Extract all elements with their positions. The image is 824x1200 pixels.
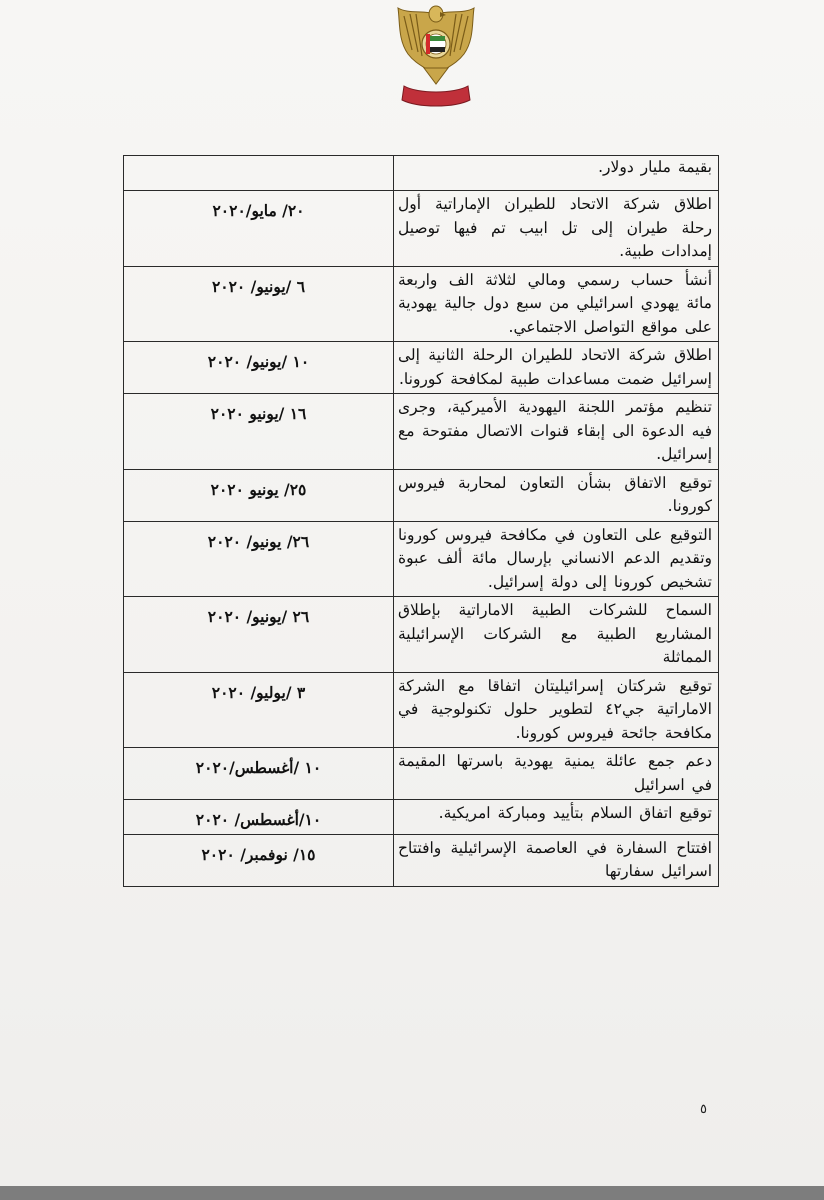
event-date: ٣ /يوليو/ ٢٠٢٠	[124, 672, 394, 748]
event-description: افتتاح السفارة في العاصمة الإسرائيلية وافتتاح اسرائيل سفارتها	[394, 834, 719, 886]
table-row	[124, 342, 719, 394]
event-description: أنشأ حساب رسمي ومالي لثلاثة الف واربعة مائة يهودي اسرائيلي من سبع دول جالية يهودية على مواقع التواصل الاجتماعي.	[394, 266, 719, 342]
page-number: ٥	[700, 1102, 707, 1117]
event-description: تنظيم مؤتمر اللجنة اليهودية الأميركية، وجرى فيه الدعوة الى إبقاء قنوات الاتصال مفتوحة مع إسرائيل.	[394, 394, 719, 470]
event-description: السماح للشركات الطبية الاماراتية بإطلاق المشاريع الطبية مع الشركات الإسرائيلية المماثلة	[394, 597, 719, 673]
table-row	[124, 394, 719, 470]
event-date: ٢٠/ مايو/٢٠٢٠	[124, 191, 394, 267]
event-date	[124, 156, 394, 191]
table-row	[124, 521, 719, 597]
event-date: ١٦ /يونيو ٢٠٢٠	[124, 394, 394, 470]
table-row	[124, 597, 719, 673]
table-row	[124, 800, 719, 835]
event-date: ١٠ /يونيو/ ٢٠٢٠	[124, 342, 394, 394]
event-description: توقيع الاتفاق بشأن التعاون لمحاربة فيروس كورونا.	[394, 469, 719, 521]
event-description: اطلاق شركة الاتحاد للطيران الرحلة الثانية إلى إسرائيل ضمت مساعدات طبية لمكافحة كورونا.	[394, 342, 719, 394]
event-description: توقيع اتفاق السلام بتأييد ومباركة امريكية.	[394, 800, 719, 835]
event-date: ١٥/ نوفمبر/ ٢٠٢٠	[124, 834, 394, 886]
table-row	[124, 672, 719, 748]
table-row	[124, 156, 719, 191]
event-date: ٦ /يونيو/ ٢٠٢٠	[124, 266, 394, 342]
event-description: دعم جمع عائلة يمنية يهودية باسرتها المقيمة في اسرائيل	[394, 748, 719, 800]
table-row	[124, 266, 719, 342]
event-date: ١٠ /أغسطس/٢٠٢٠	[124, 748, 394, 800]
table-row	[124, 748, 719, 800]
event-date: ٢٦/ يونيو/ ٢٠٢٠	[124, 521, 394, 597]
uae-falcon-emblem-icon	[388, 0, 484, 108]
table-row	[124, 834, 719, 886]
event-description: بقيمة مليار دولار.	[394, 156, 719, 191]
table-row	[124, 469, 719, 521]
event-date: ٢٦ /يونيو/ ٢٠٢٠	[124, 597, 394, 673]
event-description: اطلاق شركة الاتحاد للطيران الإماراتية أول رحلة طيران إلى تل ابيب تم فيها توصيل إمدادات طبية.	[394, 191, 719, 267]
timeline-table-body	[124, 156, 719, 887]
event-date: ٢٥/ يونيو ٢٠٢٠	[124, 469, 394, 521]
event-date: ١٠/أغسطس/ ٢٠٢٠	[124, 800, 394, 835]
event-description: توقيع شركتان إسرائيليتان اتفاقا مع الشركة الاماراتية جي٤٢ لتطوير حلول تكنولوجية في مكافحة جائحة فيروس كورونا.	[394, 672, 719, 748]
event-description: التوقيع على التعاون في مكافحة فيروس كورونا وتقديم الدعم الانساني بإرسال مائة ألف عبوة تشخيص كورونا إلى دولة إسرائيل.	[394, 521, 719, 597]
scan-bottom-edge	[0, 1186, 824, 1200]
timeline-table	[123, 155, 719, 887]
table-row	[124, 191, 719, 267]
